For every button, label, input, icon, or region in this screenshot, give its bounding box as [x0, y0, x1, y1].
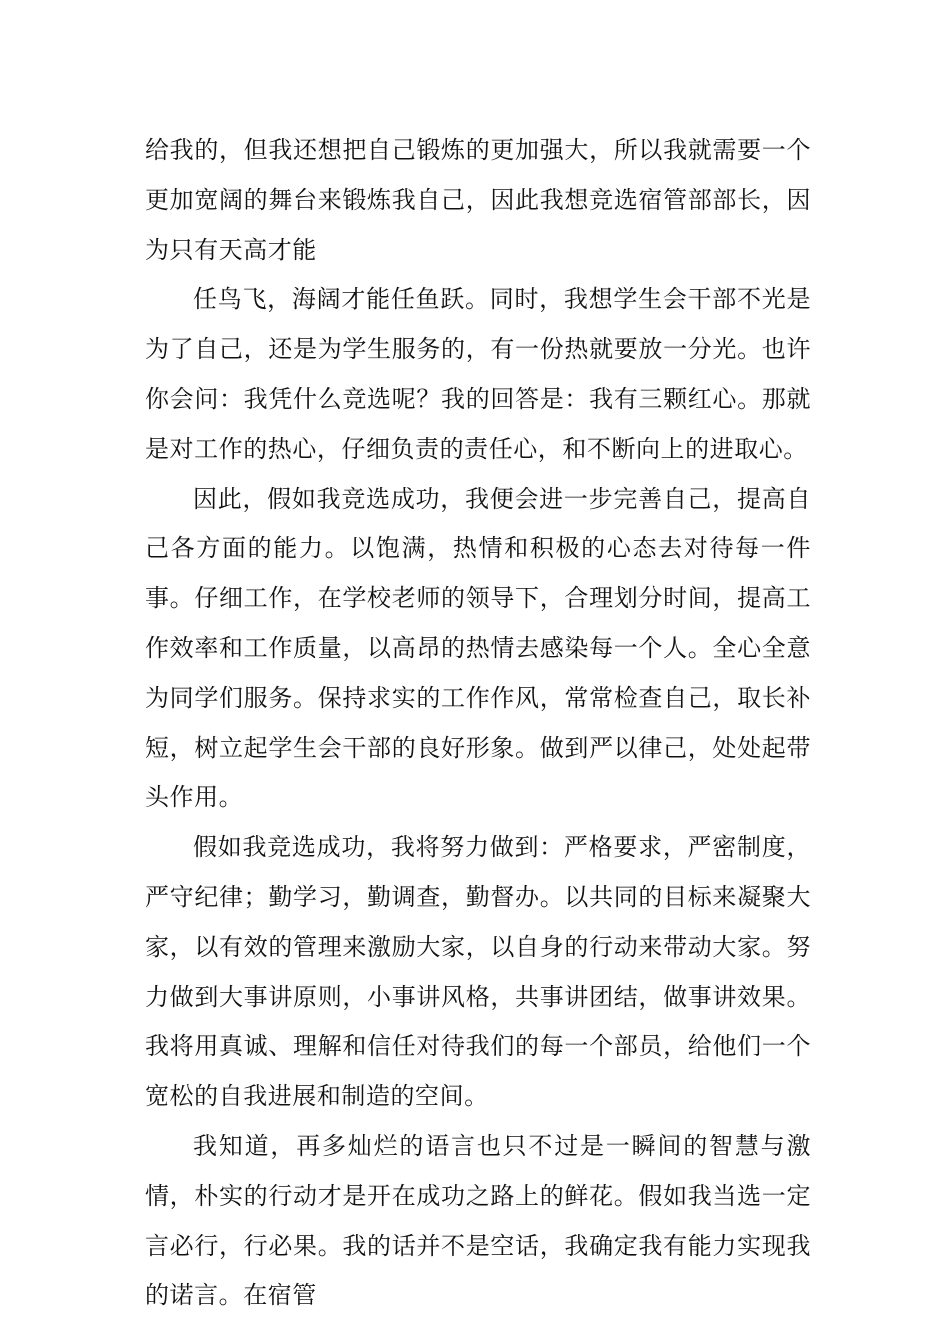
paragraph: 我知道，再多灿烂的语言也只不过是一瞬间的智慧与激情，朴实的行动才是开在成功之路上的鲜花。假如我当选一定言必行，行必果。我的话并不是空话，我确定我有能力实现我的诺言。在宿管 — [145, 1131, 811, 1310]
paragraph: 因此，假如我竞选成功，我便会进一步完善自己，提高自己各方面的能力。以饱满，热情和积极的心态去对待每一件事。仔细工作，在学校老师的领导下，合理划分时间，提高工作效率和工作质量，以高昂的热情去感染每一个人。全心全意为同学们服务。保持求实的工作作风，常常检查自己，取长补短，树立起学生会干部的良好形象。做到严以律己，处处起带头作用。 — [145, 484, 811, 812]
paragraph: 假如我竞选成功，我将努力做到：严格要求，严密制度，严守纪律；勤学习，勤调查，勤督办。以共同的目标来凝聚大家，以有效的管理来激励大家，以自身的行动来带动大家。努力做到大事讲原则，小事讲风格，共事讲团结，做事讲效果。我将用真诚、理解和信任对待我们的每一个部员，给他们一个宽松的自我进展和制造的空间。 — [145, 833, 811, 1111]
paragraph: 任鸟飞，海阔才能任鱼跃。同时，我想学生会干部不光是为了自己，还是为学生服务的，有一份热就要放一分光。也许你会问：我凭什么竞选呢？我的回答是：我有三颗红心。那就是对工作的热心，仔细负责的责任心，和不断向上的进取心。 — [145, 285, 811, 463]
paragraph-continuation: 给我的，但我还想把自己锻炼的更加强大，所以我就需要一个更加宽阔的舞台来锻炼我自己，因此我想竞选宿管部部长，因为只有天高才能 — [145, 136, 811, 264]
body-text — [145, 126, 811, 1321]
